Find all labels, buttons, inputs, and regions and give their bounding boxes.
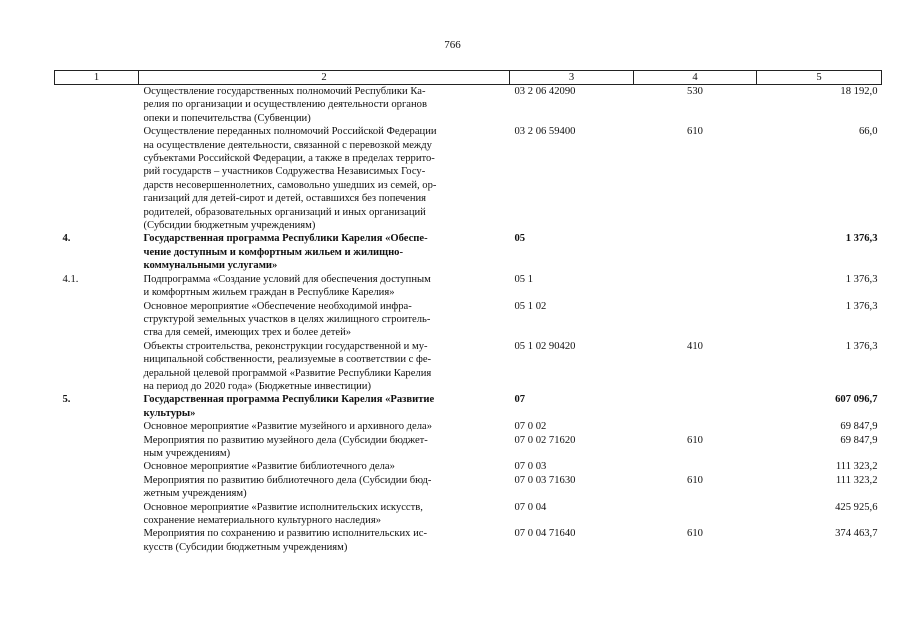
table-row (55, 125, 882, 232)
table-row (55, 232, 882, 272)
row-expense-type: 610 (687, 528, 703, 540)
header-col-5: 5 (757, 71, 882, 85)
row-number (55, 340, 139, 394)
row-number: 4. (62, 233, 71, 245)
row-number (55, 434, 139, 461)
row-name: Подпрограмма «Создание условий для обеспечения доступным и комфортным жильем граждан в Республике Карелия» (143, 273, 431, 299)
row-number (55, 527, 139, 554)
row-expense-type (634, 420, 757, 433)
row-expense-type (634, 300, 757, 340)
row-number (55, 85, 139, 126)
row-number (55, 420, 139, 433)
row-expense-type: 610 (687, 434, 703, 446)
row-name: Основное мероприятие «Развитие музейного и архивного дела» (143, 421, 433, 433)
row-expense-type (634, 393, 757, 420)
row-name: Осуществление переданных полномочий Российской Федерации на осуществление деятельности, связанной с перевозкой между субъектами Российской Федерации, а также в пределах террито- рий государств – участников Содружества Независимых Госу- дарств несовершеннолетних, самовольно ушедших из семей, ор- ганизаций для детей-сирот и детей, оставшихся без попечения родителей, образовательных организаций и иных организаций (Субсидии бюджетным учреждениям) (143, 126, 437, 232)
row-amount: 1 376,3 (845, 300, 878, 312)
row-code: 05 1 02 90420 (514, 340, 576, 352)
row-number (55, 300, 139, 340)
row-name: Основное мероприятие «Развитие исполнительских искусств, сохранение нематериального культурного наследия» (143, 501, 423, 526)
row-expense-type: 610 (687, 126, 703, 138)
row-name: Основное мероприятие «Обеспечение необходимой инфра- структурой земельных участков в целях жилищного строитель- ства для семей, имеющих трех и более детей» (143, 300, 431, 339)
row-number (55, 125, 139, 232)
table-row (55, 420, 882, 433)
table-row (55, 501, 882, 528)
row-name: Мероприятия по развитию музейного дела (Субсидии бюджет- ным учреждениям) (143, 434, 428, 459)
row-code: 07 (514, 394, 526, 406)
table-row (55, 300, 882, 340)
table-row (55, 393, 882, 420)
row-expense-type (634, 273, 757, 300)
row-amount: 374 463,7 (835, 528, 878, 540)
row-number (55, 501, 139, 528)
row-expense-type (634, 501, 757, 528)
row-code: 07 0 04 71640 (514, 528, 576, 540)
row-amount: 1 376,3 (845, 233, 878, 245)
row-number (55, 460, 139, 473)
table-row (55, 273, 882, 300)
table-header-row (55, 71, 882, 85)
row-amount: 66,0 (858, 126, 878, 138)
row-name: Мероприятия по сохранению и развитию исполнительских ис- кусств (Субсидии бюджетным учреждениям) (143, 528, 427, 553)
row-code: 03 2 06 59400 (514, 126, 576, 138)
table-row (55, 340, 882, 394)
row-number: 4.1. (62, 273, 79, 285)
row-name: Государственная программа Республики Карелия «Развитие культуры» (143, 394, 435, 419)
row-expense-type: 410 (687, 340, 703, 352)
table-row (55, 527, 882, 554)
row-amount: 111 323,2 (835, 461, 878, 473)
row-amount: 607 096,7 (835, 394, 878, 406)
row-amount: 1 376,3 (845, 340, 878, 352)
table-row (55, 85, 882, 126)
row-amount: 425 925,6 (835, 501, 878, 513)
row-name: Осуществление государственных полномочий Республики Ка- релия по организации и осуществлению деятельности органов опеки и попечительства (Субвенции) (143, 86, 427, 124)
row-expense-type (634, 232, 757, 272)
row-name: Основное мероприятие «Развитие библиотечного дела» (143, 461, 395, 473)
table-row (55, 474, 882, 501)
row-name: Государственная программа Республики Карелия «Обеспе- чение доступным и комфортным жильем и жилищно- коммунальными услугами» (143, 233, 428, 272)
row-code: 07 0 03 (514, 461, 547, 473)
row-amount: 111 323,2 (835, 474, 878, 486)
row-code: 07 0 04 (514, 501, 547, 513)
row-amount: 69 847,9 (840, 421, 878, 433)
row-amount: 1 376,3 (845, 273, 878, 285)
row-code: 03 2 06 42090 (514, 86, 576, 97)
row-code: 05 1 (514, 273, 534, 285)
header-col-1: 1 (55, 71, 139, 85)
row-code: 05 (514, 233, 526, 245)
table-row (55, 460, 882, 473)
row-code: 07 0 02 (514, 421, 547, 433)
row-code: 07 0 02 71620 (514, 434, 576, 446)
row-number (55, 474, 139, 501)
row-number: 5. (62, 394, 71, 406)
row-amount: 18 192,0 (840, 86, 878, 97)
row-expense-type: 530 (687, 86, 703, 97)
budget-table (54, 70, 882, 554)
row-code: 05 1 02 (514, 300, 547, 312)
header-col-4: 4 (634, 71, 757, 85)
table-row (55, 434, 882, 461)
row-name: Объекты строительства, реконструкции государственной и му- ниципальной собственности, реализуемые в соответствии с фе- деральной целевой программой «Развитие Республики Карелия на период до 2020 года» (Бюджетные инвестиции) (143, 340, 432, 392)
header-col-3: 3 (510, 71, 634, 85)
page-number: 766 (444, 39, 461, 51)
row-amount: 69 847,9 (840, 434, 878, 446)
row-name: Мероприятия по развитию библиотечного дела (Субсидии бюд- жетным учреждениям) (143, 474, 432, 500)
row-expense-type: 610 (687, 474, 703, 486)
row-code: 07 0 03 71630 (514, 474, 576, 486)
table-body (55, 85, 882, 555)
row-expense-type (634, 460, 757, 473)
header-col-2: 2 (139, 71, 510, 85)
